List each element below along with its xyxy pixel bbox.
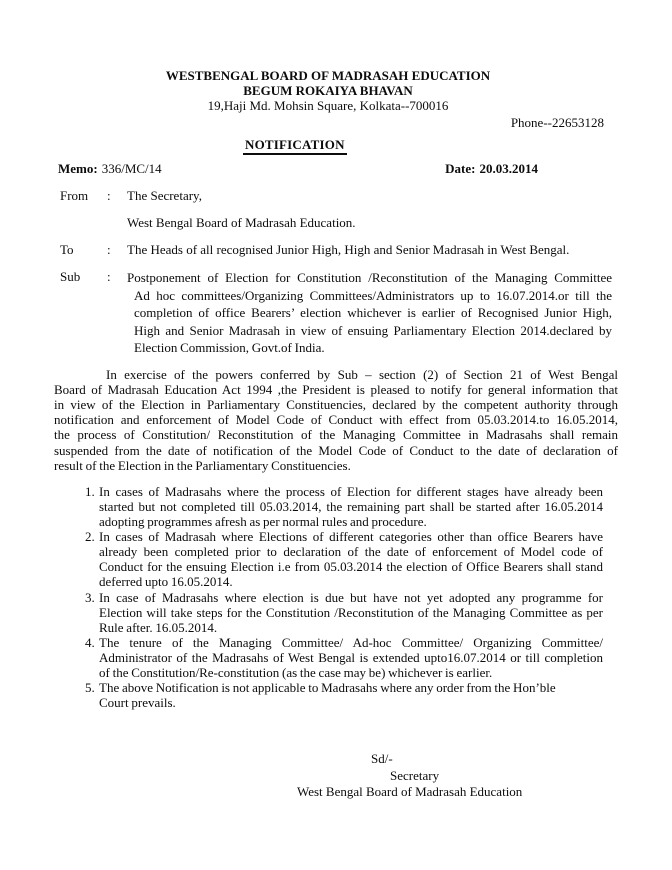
text-line: High and Senior Madrasah in view of ensuing Parliamentary Election 2014.declared by (134, 322, 612, 338)
memo-label: Memo: (58, 161, 98, 176)
from-label: From (60, 188, 89, 203)
list-item-text (99, 529, 603, 589)
subject-row (54, 269, 618, 357)
text-line: Conduct for the ensuing Election i.e from 05.03.2014 the election of Office Bearers shall stand (99, 559, 603, 575)
signature-designation: Secretary (390, 767, 440, 783)
list-item-text (99, 484, 603, 529)
text-line: The above Notification is not applicable to Madrasahs where any order from the Hon’ble (99, 680, 556, 696)
list-item-text (99, 680, 603, 710)
to-row (54, 242, 618, 257)
body-paragraph (54, 367, 618, 473)
text-line: In case of Madrasahs where election is due but have not yet adopted any programme for (99, 589, 603, 605)
memo-date-row (54, 161, 618, 176)
text-line: suspended from the date of notification of the Model Code of Conduct to the date of declaration of (54, 442, 618, 458)
notification-title: NOTIFICATION (243, 137, 347, 155)
list-item (54, 680, 618, 710)
text-line: The tenure of the Managing Committee/ Ad-hoc Committee/ Organizing Committee/ (99, 634, 603, 650)
list-item-number: 5. (85, 680, 95, 696)
text-line: Ad hoc committees/Organizing Committees/Administrators up to 16.07.2014.or till the (134, 287, 612, 303)
subject-text (127, 269, 618, 357)
list-item (54, 590, 618, 635)
signature-block (54, 751, 618, 800)
from-org-line: West Bengal Board of Madrasah Education. (127, 215, 356, 230)
text-line: Administrator of the Madrasahs of West Bengal is extended upto16.07.2014 or till completion (99, 649, 603, 665)
list-item-number: 4. (85, 634, 95, 650)
subject-colon: : (107, 269, 111, 284)
date (445, 161, 538, 176)
text-line: of the Constitution/Re-constitution (as the case may be) whichever is earlier. (99, 665, 493, 681)
org-name: WESTBENGAL BOARD OF MADRASAH EDUCATION (165, 68, 491, 83)
to-label: To (60, 242, 74, 257)
text-line: In exercise of the powers conferred by Sub – section (2) of Section 21 of West Bengal (106, 366, 618, 382)
text-line: In cases of Madrasahs where the process of Election for different stages have already been (99, 483, 603, 499)
list-item (54, 635, 618, 680)
text-line: completion of office Bearers’ election whichever is earlier of Recognised Junior High, (134, 305, 612, 320)
list-item (54, 529, 618, 589)
text-line: Election Commission, Govt.of India. (134, 340, 325, 355)
to-value: The Heads of all recognised Junior High, High and Senior Madrasah in West Bengal. (127, 242, 570, 257)
text-line: Board of Madrasah Education Act 1994 ,the President is pleased to notify for general information that (54, 381, 618, 397)
numbered-list (54, 484, 618, 710)
text-line: in view of the Election in Parliamentary Constituencies, declared by the competent authority through (54, 396, 618, 412)
signature-sd: Sd/- (371, 751, 393, 767)
org-building: BEGUM ROKAIYA BHAVAN (243, 83, 413, 98)
text-line: notification and enforcement of Model Code of Conduct with effect from 05.03.2014.to 16.05.2014, (54, 412, 618, 428)
to-colon: : (107, 242, 111, 257)
text-line: Postponement of Election for Constitution /Reconstitution of the Managing Committee (127, 270, 612, 285)
text-line: adopting programmes afresh as per normal rules and procedure. (99, 514, 427, 530)
list-item-number: 3. (85, 589, 95, 605)
text-line: result of the Election in the Parliamentary Constituencies. (54, 457, 351, 473)
list-item-number: 2. (85, 529, 95, 545)
org-address: 19,Haji Md. Mohsin Square, Kolkata--700016 (207, 98, 449, 113)
date-label: Date: (445, 161, 476, 176)
text-line: Court prevails. (99, 695, 176, 711)
list-item-text (99, 590, 603, 635)
text-line: the process of Constitution/ Reconstitution of the Managing Committee in Madrasahs shall remain (54, 427, 618, 443)
memo-number (54, 161, 162, 176)
from-value: The Secretary, (127, 188, 202, 203)
text-line: deferred upto 16.05.2014. (99, 574, 233, 590)
org-phone: Phone--22653128 (510, 115, 604, 130)
memo-value: 336/MC/14 (101, 161, 162, 176)
text-line: started but not completed till 05.03.2014, the remaining part shall be started after 16.05.2014 (99, 499, 603, 515)
text-line: In cases of Madrasah where Elections of different categories other than office Bearers have (99, 529, 603, 545)
signature-org: West Bengal Board of Madrasah Education (297, 783, 523, 799)
list-item-number: 1. (85, 483, 95, 499)
date-value: 20.03.2014 (479, 161, 538, 176)
list-item (54, 484, 618, 529)
text-line: Rule after. 16.05.2014. (99, 619, 218, 635)
from-row (54, 188, 618, 203)
text-line: Election will take steps for the Constitution /Reconstitution of the Managing Committee as per (99, 604, 603, 620)
subject-label: Sub (60, 269, 81, 284)
from-colon: : (107, 188, 111, 203)
list-item-text (99, 635, 603, 680)
text-line: already been completed prior to declaration of the date of enforcement of Model code of (99, 544, 603, 560)
